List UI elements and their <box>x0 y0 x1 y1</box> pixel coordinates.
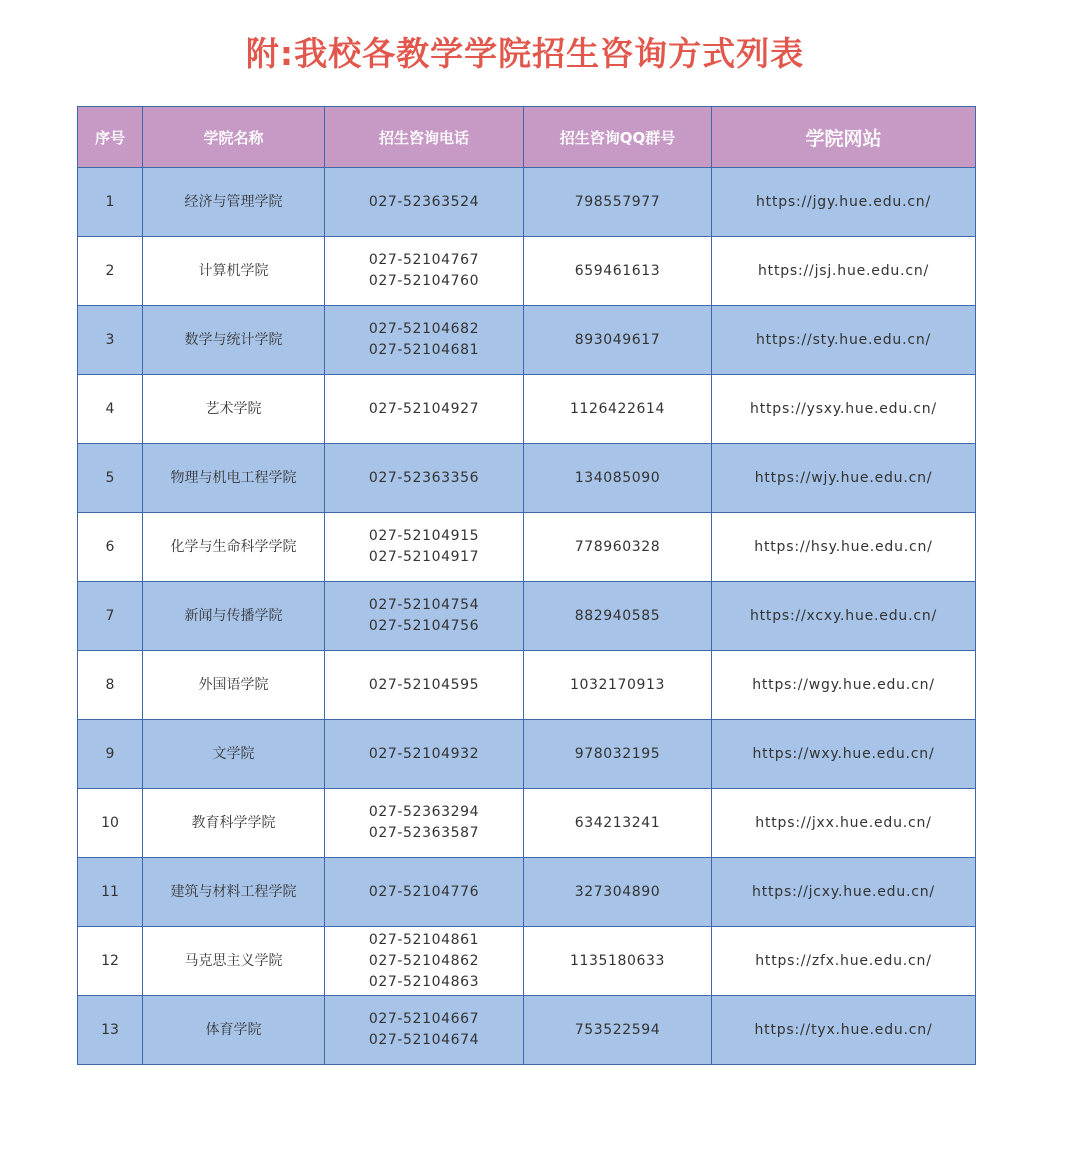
college-name: 经济与管理学院 <box>143 168 325 237</box>
college-website-link[interactable]: https://sty.hue.edu.cn/ <box>712 306 976 375</box>
phone-cell <box>325 237 524 306</box>
college-name: 新闻与传播学院 <box>143 582 325 651</box>
table-row <box>78 651 976 720</box>
phone-number: 027-52104917 <box>368 549 480 565</box>
phone-number: 027-52104776 <box>368 883 480 900</box>
college-website-link[interactable]: https://wjy.hue.edu.cn/ <box>712 444 976 513</box>
phone-cell <box>325 720 524 789</box>
table-header-row <box>78 107 976 168</box>
college-name: 化学与生命科学学院 <box>143 513 325 582</box>
qq-group-number: 1032170913 <box>524 651 712 720</box>
college-website-link[interactable]: https://hsy.hue.edu.cn/ <box>712 513 976 582</box>
phone-number: 027-52363524 <box>368 193 480 210</box>
header-index: 序号 <box>78 107 143 168</box>
header-college-name: 学院名称 <box>143 107 325 168</box>
phone-cell <box>325 789 524 858</box>
college-website-link[interactable]: https://tyx.hue.edu.cn/ <box>712 996 976 1065</box>
phone-number: 027-52104862 <box>368 952 480 969</box>
row-index: 12 <box>78 927 143 996</box>
table-row <box>78 513 976 582</box>
phone-cell <box>325 927 524 996</box>
row-index: 13 <box>78 996 143 1065</box>
qq-group-number: 327304890 <box>524 858 712 927</box>
phone-number: 027-52104667 <box>368 1011 480 1027</box>
row-index: 10 <box>78 789 143 858</box>
header-phone: 招生咨询电话 <box>325 107 524 168</box>
college-website-link[interactable]: https://jcxy.hue.edu.cn/ <box>712 858 976 927</box>
college-name: 物理与机电工程学院 <box>143 444 325 513</box>
qq-group-number: 753522594 <box>524 996 712 1065</box>
phone-cell <box>325 306 524 375</box>
college-name: 数学与统计学院 <box>143 306 325 375</box>
college-name: 艺术学院 <box>143 375 325 444</box>
college-website-link[interactable]: https://jgy.hue.edu.cn/ <box>712 168 976 237</box>
college-website-link[interactable]: https://zfx.hue.edu.cn/ <box>712 927 976 996</box>
table-row <box>78 306 976 375</box>
phone-cell <box>325 651 524 720</box>
college-contact-table <box>77 106 976 1065</box>
college-website-link[interactable]: https://wxy.hue.edu.cn/ <box>712 720 976 789</box>
phone-number: 027-52104760 <box>368 273 480 289</box>
table-body <box>78 168 976 1065</box>
qq-group-number: 134085090 <box>524 444 712 513</box>
phone-number: 027-52363356 <box>368 469 480 486</box>
college-name: 外国语学院 <box>143 651 325 720</box>
phone-number: 027-52104681 <box>368 342 480 358</box>
phone-number: 027-52104754 <box>368 597 480 613</box>
college-name: 教育科学学院 <box>143 789 325 858</box>
row-index: 6 <box>78 513 143 582</box>
qq-group-number: 778960328 <box>524 513 712 582</box>
phone-cell <box>325 513 524 582</box>
row-index: 5 <box>78 444 143 513</box>
college-name: 计算机学院 <box>143 237 325 306</box>
college-name: 体育学院 <box>143 996 325 1065</box>
qq-group-number: 893049617 <box>524 306 712 375</box>
college-website-link[interactable]: https://jxx.hue.edu.cn/ <box>712 789 976 858</box>
phone-number: 027-52363587 <box>368 825 480 841</box>
phone-cell <box>325 996 524 1065</box>
college-name: 建筑与材料工程学院 <box>143 858 325 927</box>
row-index: 1 <box>78 168 143 237</box>
table-row <box>78 168 976 237</box>
phone-cell <box>325 168 524 237</box>
row-index: 7 <box>78 582 143 651</box>
qq-group-number: 978032195 <box>524 720 712 789</box>
college-website-link[interactable]: https://ysxy.hue.edu.cn/ <box>712 375 976 444</box>
phone-cell <box>325 582 524 651</box>
table-row <box>78 720 976 789</box>
phone-number: 027-52104915 <box>368 528 480 544</box>
qq-group-number: 882940585 <box>524 582 712 651</box>
qq-group-number: 659461613 <box>524 237 712 306</box>
college-name: 文学院 <box>143 720 325 789</box>
table-row <box>78 858 976 927</box>
qq-group-number: 1135180633 <box>524 927 712 996</box>
phone-number: 027-52363294 <box>368 804 480 820</box>
phone-number: 027-52104674 <box>368 1032 480 1048</box>
phone-number: 027-52104682 <box>368 321 480 337</box>
phone-number: 027-52104927 <box>368 400 480 417</box>
phone-number: 027-52104932 <box>368 745 480 762</box>
table-row <box>78 927 976 996</box>
row-index: 8 <box>78 651 143 720</box>
phone-number: 027-52104863 <box>368 973 480 990</box>
qq-group-number: 1126422614 <box>524 375 712 444</box>
college-name: 马克思主义学院 <box>143 927 325 996</box>
phone-cell <box>325 444 524 513</box>
page-title: 附:我校各教学学院招生咨询方式列表 <box>245 34 805 73</box>
row-index: 4 <box>78 375 143 444</box>
header-qq-group: 招生咨询QQ群号 <box>524 107 712 168</box>
table-row <box>78 237 976 306</box>
table-row <box>78 375 976 444</box>
phone-number: 027-52104756 <box>368 618 480 634</box>
qq-group-number: 634213241 <box>524 789 712 858</box>
table-row <box>78 789 976 858</box>
college-website-link[interactable]: https://wgy.hue.edu.cn/ <box>712 651 976 720</box>
phone-number: 027-52104767 <box>368 252 480 268</box>
row-index: 2 <box>78 237 143 306</box>
row-index: 3 <box>78 306 143 375</box>
college-website-link[interactable]: https://jsj.hue.edu.cn/ <box>712 237 976 306</box>
phone-number: 027-52104595 <box>368 676 480 693</box>
row-index: 9 <box>78 720 143 789</box>
table-row <box>78 444 976 513</box>
phone-number: 027-52104861 <box>368 931 480 948</box>
phone-cell <box>325 858 524 927</box>
table-row <box>78 996 976 1065</box>
phone-cell <box>325 375 524 444</box>
college-website-link[interactable]: https://xcxy.hue.edu.cn/ <box>712 582 976 651</box>
header-website: 学院网站 <box>712 107 976 168</box>
table-row <box>78 582 976 651</box>
qq-group-number: 798557977 <box>524 168 712 237</box>
row-index: 11 <box>78 858 143 927</box>
